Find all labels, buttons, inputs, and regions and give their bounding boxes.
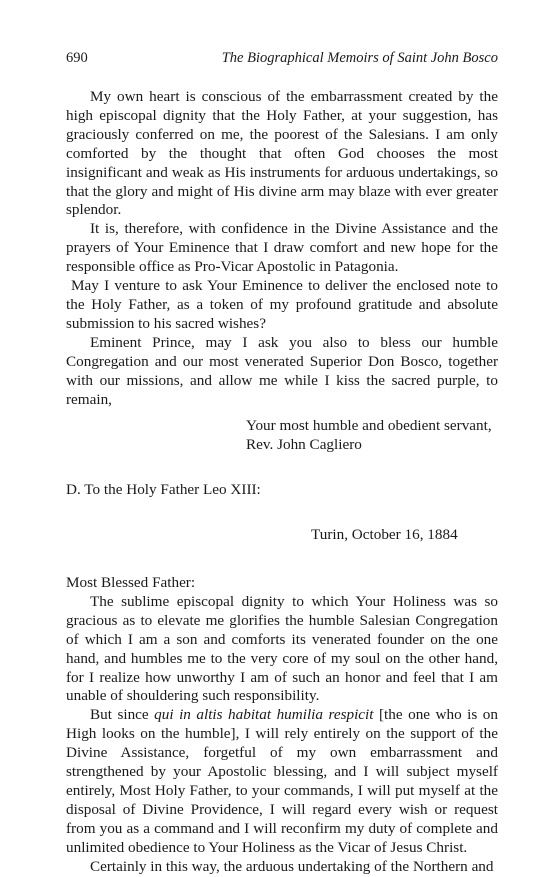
paragraph-text: But since [90,706,155,724]
dateline: Turin, October 16, 1884 [311,526,458,544]
paragraph: Certainly in this way, the arduous undertaking of the Northern and [90,857,494,875]
paragraph: It is, therefore, with confidence in the Divine Assistance and the prayers of Your Eminence that I draw comfort and new hope for the responsible office as Pro-Vicar Apostolic in Patagonia. [66,220,498,276]
signatory-name: Rev. John Cagliero [246,436,362,454]
paragraph [66,706,498,857]
section-heading: D. To the Holy Father Leo XIII: [66,481,261,499]
signature-block [246,417,498,455]
paragraph: May I venture to ask Your Eminence to deliver the enclosed note to the Holy Father, as a token of my profound gratitude and absolute submission to his sacred wishes? [66,277,498,332]
closing-line: Your most humble and obedient servant, [246,417,492,435]
latin-quote: qui in altis habitat humilia respicit [154,706,374,724]
paragraph: Eminent Prince, may I ask you also to bless our humble Congregation and our most venerated Superior Don Bosco, together with our missions, and allow me while I kiss the sacred purple, to remain, [66,333,498,408]
paragraph-text: [the one who is on High looks on the humble], I will rely entirely on the support of the Divine Assistance, forgetful of my own embarrassment and strengthened by your Apostolic blessing, and I will subject myself entirely, Most Holy Father, to your commands, I will put myself at the disposal of Divine Providence, I will regard every wish or request from you as a command and I will reconfirm my duty of complete and unlimited obedience to Your Holiness as the Vicar of Jesus Christ. [66,706,498,856]
salutation: Most Blessed Father: [66,574,196,592]
running-title: The Biographical Memoirs of Saint John Bosco [221,50,498,66]
paragraph: The sublime episcopal dignity to which Your Holiness was so gracious as to elevate me glorifies the humble Salesian Congregation of which I am a son and comforts its venerated founder on the one hand, and humbles me to the very core of my soul on the other hand, for I realize how unworthy I am of such an honor and feel that I am unable of shouldering such responsibility. [66,592,498,705]
page-number: 690 [66,50,88,66]
page-body [66,88,498,877]
paragraph: My own heart is conscious of the embarrassment created by the high episcopal dignity that the Holy Father, at your suggestion, has graciously conferred on me, the poorest of the Salesians. I am only comforted by the thought that often God chooses the most insignificant and weak as His instruments for arduous undertakings, so that the glory and might of His divine arm may blaze with ever greater splendor. [66,88,498,219]
